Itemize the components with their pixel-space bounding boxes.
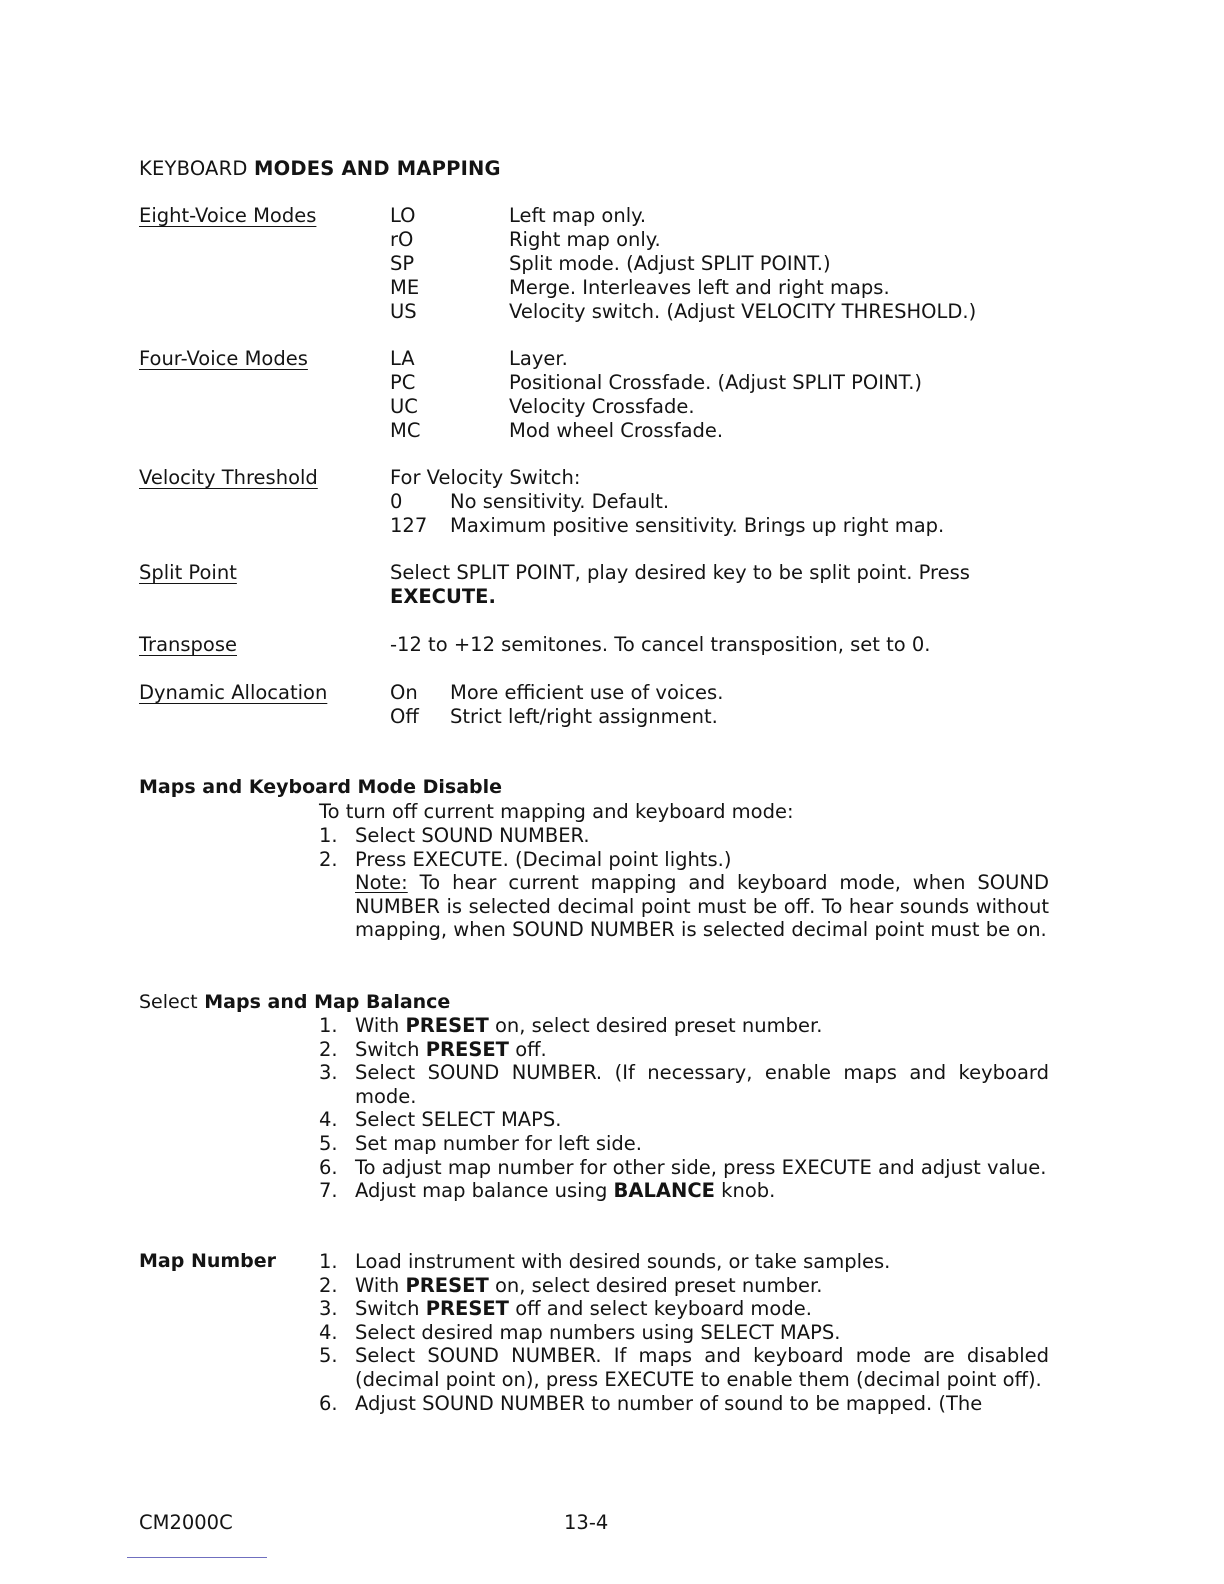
mode-code: PC xyxy=(390,371,416,394)
list-item xyxy=(319,1321,1049,1345)
step-text: Switch xyxy=(355,1037,420,1061)
select-maps-steps xyxy=(319,1014,1049,1203)
step-number: 4. xyxy=(319,1320,338,1344)
velocity-threshold-intro: For Velocity Switch: xyxy=(390,466,581,489)
step-number: 3. xyxy=(319,1297,338,1321)
list-item xyxy=(319,1392,1049,1416)
step-text: Select SOUND NUMBER. If maps and keyboard mode are disabled (decimal point on), press EXECUTE to enable them (decimal point off). xyxy=(355,1344,1049,1391)
step-keyword: PRESET xyxy=(405,1273,489,1297)
list-item xyxy=(319,1156,1049,1180)
split-point-text: Select SPLIT POINT, play desired key to be split point. Press xyxy=(390,561,970,584)
list-item xyxy=(319,1250,1049,1274)
step-number: 2. xyxy=(319,1037,338,1061)
list-item xyxy=(319,1297,1049,1321)
step-keyword: PRESET xyxy=(405,1014,489,1037)
threshold-value: 0 xyxy=(390,490,403,513)
document-id: CM2000C xyxy=(139,1511,233,1534)
step-number: 6. xyxy=(319,1155,338,1179)
allocation-desc: Strict left/right assignment. xyxy=(450,705,718,728)
mode-desc: Split mode. (Adjust SPLIT POINT.) xyxy=(509,252,831,275)
map-number-steps xyxy=(319,1250,1049,1415)
heading-part: Select xyxy=(139,991,198,1013)
scan-edge-divider xyxy=(127,1557,267,1558)
step-text: Set map number for left side. xyxy=(355,1131,642,1155)
mode-desc: Layer. xyxy=(509,347,568,370)
page-number: 13-4 xyxy=(564,1511,609,1534)
step-text: Select SOUND NUMBER. xyxy=(355,824,590,847)
mode-code: LO xyxy=(390,204,416,227)
step-text: With xyxy=(355,1014,400,1037)
mode-code: UC xyxy=(390,395,418,418)
list-item xyxy=(319,1038,1049,1062)
step-keyword: PRESET xyxy=(425,1037,509,1061)
maps-disable-steps xyxy=(319,824,1049,942)
mode-code: ME xyxy=(390,276,420,299)
split-point-execute: EXECUTE. xyxy=(390,585,496,608)
transpose-text: -12 to +12 semitones. To cancel transposition, set to 0. xyxy=(390,633,931,656)
allocation-desc: More efficient use of voices. xyxy=(450,681,724,704)
list-item xyxy=(319,1344,1049,1391)
list-item xyxy=(319,1274,1049,1298)
step-text: off. xyxy=(515,1037,547,1061)
step-keyword: BALANCE xyxy=(613,1179,715,1203)
map-number-heading: Map Number xyxy=(139,1250,277,1272)
select-maps-heading xyxy=(139,991,450,1013)
mode-code: rO xyxy=(390,228,414,251)
step-text: on, select desired preset number. xyxy=(494,1014,823,1037)
step-text: Adjust SOUND NUMBER to number of sound to be mapped. (The xyxy=(355,1391,983,1415)
step-text: Switch xyxy=(355,1297,420,1321)
step-number: 4. xyxy=(319,1108,338,1132)
mode-code: SP xyxy=(390,252,415,275)
mode-desc: Positional Crossfade. (Adjust SPLIT POINT.) xyxy=(509,371,923,394)
mode-code: MC xyxy=(390,419,421,442)
step-text: Select SOUND NUMBER. (If necessary, enable maps and keyboard mode. xyxy=(355,1061,1049,1108)
title-part-2: MODES AND MAPPING xyxy=(253,157,501,180)
title-part-1: KEYBOARD xyxy=(139,157,248,180)
list-item xyxy=(319,1014,1049,1038)
page-title xyxy=(139,157,501,180)
list-item xyxy=(319,1061,1049,1108)
eight-voice-label: Eight-Voice Modes xyxy=(139,204,317,227)
four-voice-label: Four-Voice Modes xyxy=(139,347,308,370)
maps-disable-heading: Maps and Keyboard Mode Disable xyxy=(139,776,503,798)
mode-desc: Mod wheel Crossfade. xyxy=(509,419,724,442)
mode-code: LA xyxy=(390,347,415,370)
step-text: Adjust map balance using xyxy=(355,1179,608,1203)
maps-disable-intro: To turn off current mapping and keyboard mode: xyxy=(319,800,794,823)
step-number: 1. xyxy=(319,1250,338,1273)
dynamic-allocation-label: Dynamic Allocation xyxy=(139,681,328,704)
step-text: With xyxy=(355,1273,400,1297)
step-text: off and select keyboard mode. xyxy=(515,1297,812,1321)
step-number: 1. xyxy=(319,824,338,847)
mode-desc: Right map only. xyxy=(509,228,661,251)
mode-desc: Velocity Crossfade. xyxy=(509,395,695,418)
step-text: on, select desired preset number. xyxy=(494,1273,823,1297)
step-text: Press EXECUTE. (Decimal point lights.) xyxy=(355,847,732,871)
list-item xyxy=(319,1179,1049,1203)
mode-desc: Velocity switch. (Adjust VELOCITY THRESHOLD.) xyxy=(509,300,977,323)
heading-part: Maps and Map Balance xyxy=(204,991,451,1013)
step-text: To adjust map number for other side, press EXECUTE and adjust value. xyxy=(355,1155,1047,1179)
step-text: knob. xyxy=(721,1179,776,1203)
allocation-state: On xyxy=(390,681,418,704)
step-number: 2. xyxy=(319,847,338,871)
note-text: To hear current mapping and keyboard mode, when SOUND NUMBER is selected decimal point must be off. To hear sounds without mapping, when SOUND NUMBER is selected decimal point must be on. xyxy=(355,871,1049,942)
step-number: 5. xyxy=(319,1131,338,1155)
step-number: 2. xyxy=(319,1273,338,1297)
step-number: 5. xyxy=(319,1344,338,1368)
step-text: Load instrument with desired sounds, or take samples. xyxy=(355,1250,891,1273)
mode-code: US xyxy=(390,300,417,323)
mode-desc: Merge. Interleaves left and right maps. xyxy=(509,276,890,299)
step-number: 7. xyxy=(319,1179,338,1203)
threshold-value: 127 xyxy=(390,514,428,537)
list-item xyxy=(319,824,1049,848)
list-item xyxy=(319,1108,1049,1132)
step-keyword: PRESET xyxy=(425,1297,509,1321)
mode-desc: Left map only. xyxy=(509,204,647,227)
split-point-label: Split Point xyxy=(139,561,237,584)
step-text: Select SELECT MAPS. xyxy=(355,1108,562,1132)
threshold-desc: No sensitivity. Default. xyxy=(450,490,670,513)
transpose-label: Transpose xyxy=(139,633,237,656)
threshold-desc: Maximum positive sensitivity. Brings up right map. xyxy=(450,514,945,537)
velocity-threshold-label: Velocity Threshold xyxy=(139,466,318,489)
step-number: 6. xyxy=(319,1391,338,1415)
step-number: 1. xyxy=(319,1014,338,1037)
step-text: Select desired map numbers using SELECT MAPS. xyxy=(355,1320,841,1344)
list-item xyxy=(319,848,1049,942)
list-item xyxy=(319,1132,1049,1156)
allocation-state: Off xyxy=(390,705,419,728)
step-number: 3. xyxy=(319,1061,338,1085)
note-label: Note: xyxy=(355,871,408,895)
